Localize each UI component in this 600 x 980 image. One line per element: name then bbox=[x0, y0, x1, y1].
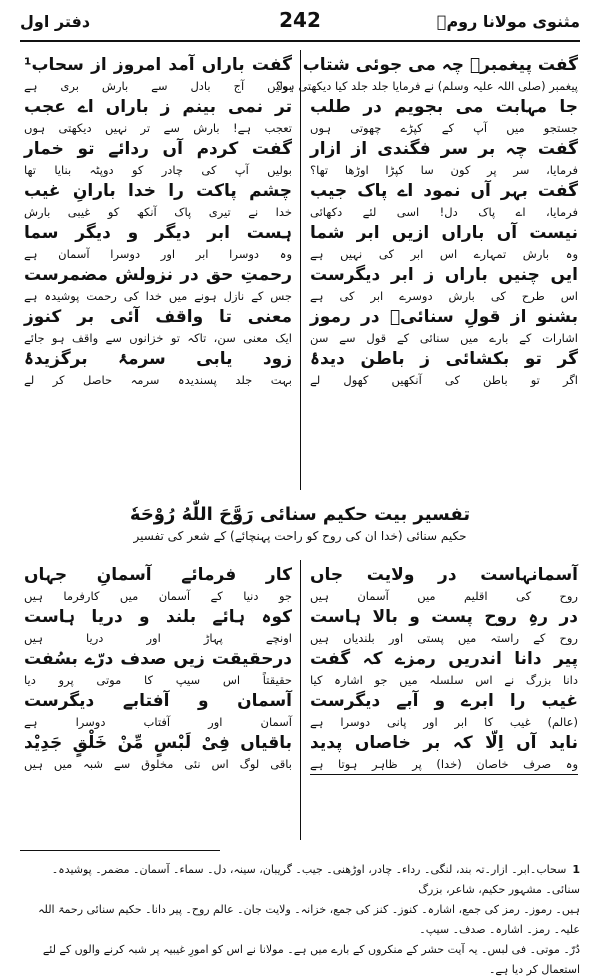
urdu-translation: تعجب ہے! بارش سے تر نہیں دیکھتی ہوں bbox=[24, 121, 292, 135]
verse-pair bbox=[310, 180, 578, 222]
column-divider bbox=[300, 560, 301, 840]
persian-verse: گر تو بکشائی ز باطن دیدۂ bbox=[310, 349, 578, 369]
column-divider bbox=[300, 50, 301, 490]
footnote-rule bbox=[20, 850, 220, 851]
persian-verse: گفت چہ بر سر فگندی از ازار bbox=[310, 139, 578, 159]
footnote-line: دُرّ۔ موتی۔ فی لبس۔ یہ آیت حشر کے منکروں کے بارے میں ہے۔ مولانا نے اس کو امورِ غیبیہ پر شبہ کرنے والوں کے لئے استعمال کر دیا ہے۔ bbox=[42, 943, 580, 976]
urdu-translation: باقی لوگ اس نئی مخلوق سے شبہ میں ہیں bbox=[24, 757, 292, 771]
verse-pair bbox=[310, 138, 578, 180]
verse-pair bbox=[310, 306, 578, 348]
verse-pair bbox=[310, 264, 578, 306]
persian-verse: غیب را ابرے و آبے دیگرست bbox=[310, 691, 578, 711]
urdu-translation: وہ بارش تمہارے اس ابر کی نہیں ہے bbox=[310, 247, 578, 261]
urdu-translation: اگر تو باطن کی آنکھیں کھول لے bbox=[310, 373, 578, 387]
page-number: 242 bbox=[279, 8, 321, 32]
verse-pair bbox=[24, 564, 292, 606]
urdu-translation: اشارات کے بارے میں سنائی کے قول سے سن bbox=[310, 331, 578, 345]
verse-pair bbox=[24, 96, 292, 138]
verse-pair bbox=[24, 306, 292, 348]
persian-verse: در رہِ روح پست و بالا ہاست bbox=[310, 607, 578, 627]
verse-pair bbox=[24, 222, 292, 264]
urdu-translation: بہت جلد پسندیدہ سرمہ حاصل کر لے bbox=[24, 373, 292, 387]
persian-verse: آسمانہاست در ولایت جاں bbox=[310, 565, 578, 585]
verse-pair bbox=[24, 54, 292, 96]
urdu-translation: فرمایا، سر پر کون سا کپڑا اوڑھا تھا؟ bbox=[310, 163, 578, 177]
urdu-translation: جستجو میں آپ کے کپڑے چھوتی ہوں bbox=[310, 121, 578, 135]
book-title: مثنوی مولانا رومؒ bbox=[436, 12, 580, 31]
persian-verse: گفت بہر آں نمود اے پاک جیب bbox=[310, 181, 578, 201]
urdu-translation: وہ صرف خاصان (خدا) پر ظاہر ہوتا ہے bbox=[310, 756, 578, 775]
persian-verse: ناید آں اِلّا کہ بر خاصاں پدید bbox=[310, 733, 578, 753]
persian-verse: بشنو از قولِ سنائیؒ در رموز bbox=[310, 307, 578, 327]
persian-verse: گفت باراں آمد امروز از سحاب¹ bbox=[24, 55, 292, 75]
persian-verse: ایں چنیں باراں ز ابر دیگرست bbox=[310, 265, 578, 285]
verse-pair bbox=[310, 222, 578, 264]
verse-pair bbox=[310, 348, 578, 390]
urdu-translation: وہ دوسرا ابر اور دوسرا آسمان ہے bbox=[24, 247, 292, 261]
footnote bbox=[20, 860, 580, 980]
volume-label: دفتر اول bbox=[20, 12, 91, 31]
heading-subtitle: حکیم سنائی (خدا ان کی روح کو راحت پہنچائے) کے شعر کی تفسیر bbox=[133, 529, 467, 543]
verse-pair bbox=[310, 732, 578, 775]
persian-verse: نیست آں باراں ازیں ابر شما bbox=[310, 223, 578, 243]
urdu-translation: روح کی اقلیم میں آسمان ہیں bbox=[310, 589, 578, 603]
section2-left-column bbox=[24, 564, 292, 774]
persian-verse: آسمان و آفتابے دیگرست bbox=[24, 691, 292, 711]
section1-left-column bbox=[24, 54, 292, 390]
verse-pair bbox=[24, 180, 292, 222]
verse-pair bbox=[24, 690, 292, 732]
persian-verse: درحقیقت زیں صدف درّے بسُفت bbox=[24, 649, 292, 669]
persian-verse: ہست ابر دیگر و دیگر سما bbox=[24, 223, 292, 243]
persian-verse: گفت پیغمبرؐ چہ می جوئی شتاب bbox=[302, 55, 578, 75]
urdu-translation: جو دنیا کے آسمان میں کارفرما ہیں bbox=[24, 589, 292, 603]
urdu-translation: اس طرح کی بارش دوسرے ابر کی ہے bbox=[310, 289, 578, 303]
page-header bbox=[20, 8, 580, 38]
footnote-text: سحاب۔ابر۔ ازار۔تہ بند، لنگی۔ رداء۔ چادر، اوڑھنی۔ جیب۔ گریبان، سینہ، دل۔ سماء۔ آسمان۔ مضمر۔ پوشیدہ۔ سنائی۔ مشہور حکیم، شاعر، بزرگ bbox=[51, 863, 580, 896]
verse-pair bbox=[24, 732, 292, 774]
verse-pair bbox=[310, 690, 578, 732]
urdu-translation: دانا بزرگ نے اس سلسلہ میں جو اشارہ کیا bbox=[310, 673, 578, 687]
urdu-translation: فرمایا، اے پاک دل! اسی لئے دکھائی bbox=[310, 205, 578, 219]
urdu-translation: جس کے نازل ہونے میں خدا کی رحمت پوشیدہ ہے bbox=[24, 289, 292, 303]
verse-pair bbox=[24, 606, 292, 648]
urdu-translation: خدا نے تیری پاک آنکھ کو غیبی بارش bbox=[24, 205, 292, 219]
persian-verse: باقیاں فِیْ لَبْسٍ مِّنْ خَلْقٍ جَدِیْد bbox=[24, 733, 292, 753]
header-rule bbox=[20, 40, 580, 42]
persian-verse: چشم پاکت را خدا بارانِ غیب bbox=[24, 181, 292, 201]
persian-verse: جا مہابت می بجویم در طلب bbox=[310, 97, 578, 117]
footnote-number: 1 bbox=[572, 863, 580, 876]
footnote-line: ہیں۔ رموز۔ رمز کی جمع، اشارہ۔ کنوز۔ کنز کی جمع، خزانہ۔ ولایت جان۔ عالم روح۔ پیر دانا۔ حکیم سنائی رحمۃ اللہ علیہ۔ رمز۔ اشارہ۔ صدف۔ سیپ۔ bbox=[38, 903, 580, 936]
verse-pair bbox=[24, 138, 292, 180]
verse-pair bbox=[24, 348, 292, 390]
urdu-translation: (عالم) غیب کا ابر اور پانی دوسرا ہے bbox=[310, 715, 578, 729]
verse-pair bbox=[275, 54, 578, 96]
urdu-translation: اونچے پہاڑ اور دریا ہیں bbox=[24, 631, 292, 645]
persian-verse: رحمتِ حق در نزولش مضمرست bbox=[24, 265, 292, 285]
persian-verse: گفت کردم آں ردائے تو خمار bbox=[24, 139, 292, 159]
verse-pair bbox=[310, 564, 578, 606]
urdu-translation: ایک معنی سن، تاکہ تو خزانوں سے واقف ہو جائے bbox=[24, 331, 292, 345]
persian-verse: معنی تا واقف آئی بر کنوز bbox=[24, 307, 292, 327]
persian-verse: تر نمی بینم ز باراں اے عجب bbox=[24, 97, 292, 117]
persian-verse: کوہ ہائے بلند و دریا ہاست bbox=[24, 607, 292, 627]
urdu-translation: بولیں آج بادل سے بارش بری ہے bbox=[24, 79, 292, 93]
urdu-translation: روح کے راستہ میں پستی اور بلندیاں ہیں bbox=[310, 631, 578, 645]
verse-pair bbox=[310, 96, 578, 138]
verse-pair bbox=[24, 648, 292, 690]
verse-pair bbox=[310, 648, 578, 690]
verse-pair bbox=[24, 264, 292, 306]
persian-verse: زود یابی سرمۂ برگزیدۂ bbox=[24, 349, 292, 369]
persian-verse: کار فرمائے آسمانِ جہاں bbox=[24, 565, 292, 585]
section2-right-column bbox=[310, 564, 578, 775]
persian-verse: پیر دانا اندریں رمزے کہ گفت bbox=[310, 649, 578, 669]
urdu-translation: حقیقتاً اس سیپ کا موتی پرو دیا bbox=[24, 673, 292, 687]
footnote-line bbox=[20, 860, 580, 900]
heading-title: تفسیر بیت حکیم سنائی رَوَّحَ اللّٰهُ رُوْحَهٗ bbox=[129, 504, 471, 525]
section1-right-column bbox=[275, 54, 578, 390]
verse-pair bbox=[310, 606, 578, 648]
urdu-translation: آسمان اور آفتاب دوسرا ہے bbox=[24, 715, 292, 729]
urdu-translation: پیغمبر (صلی اللہ علیہ وسلم) نے فرمایا جلد جلد کیا دیکھتی ہو؟ bbox=[275, 79, 578, 93]
section-heading bbox=[20, 503, 580, 545]
urdu-translation: بولیں آپ کی چادر کو دوپٹہ بنایا تھا bbox=[24, 163, 292, 177]
